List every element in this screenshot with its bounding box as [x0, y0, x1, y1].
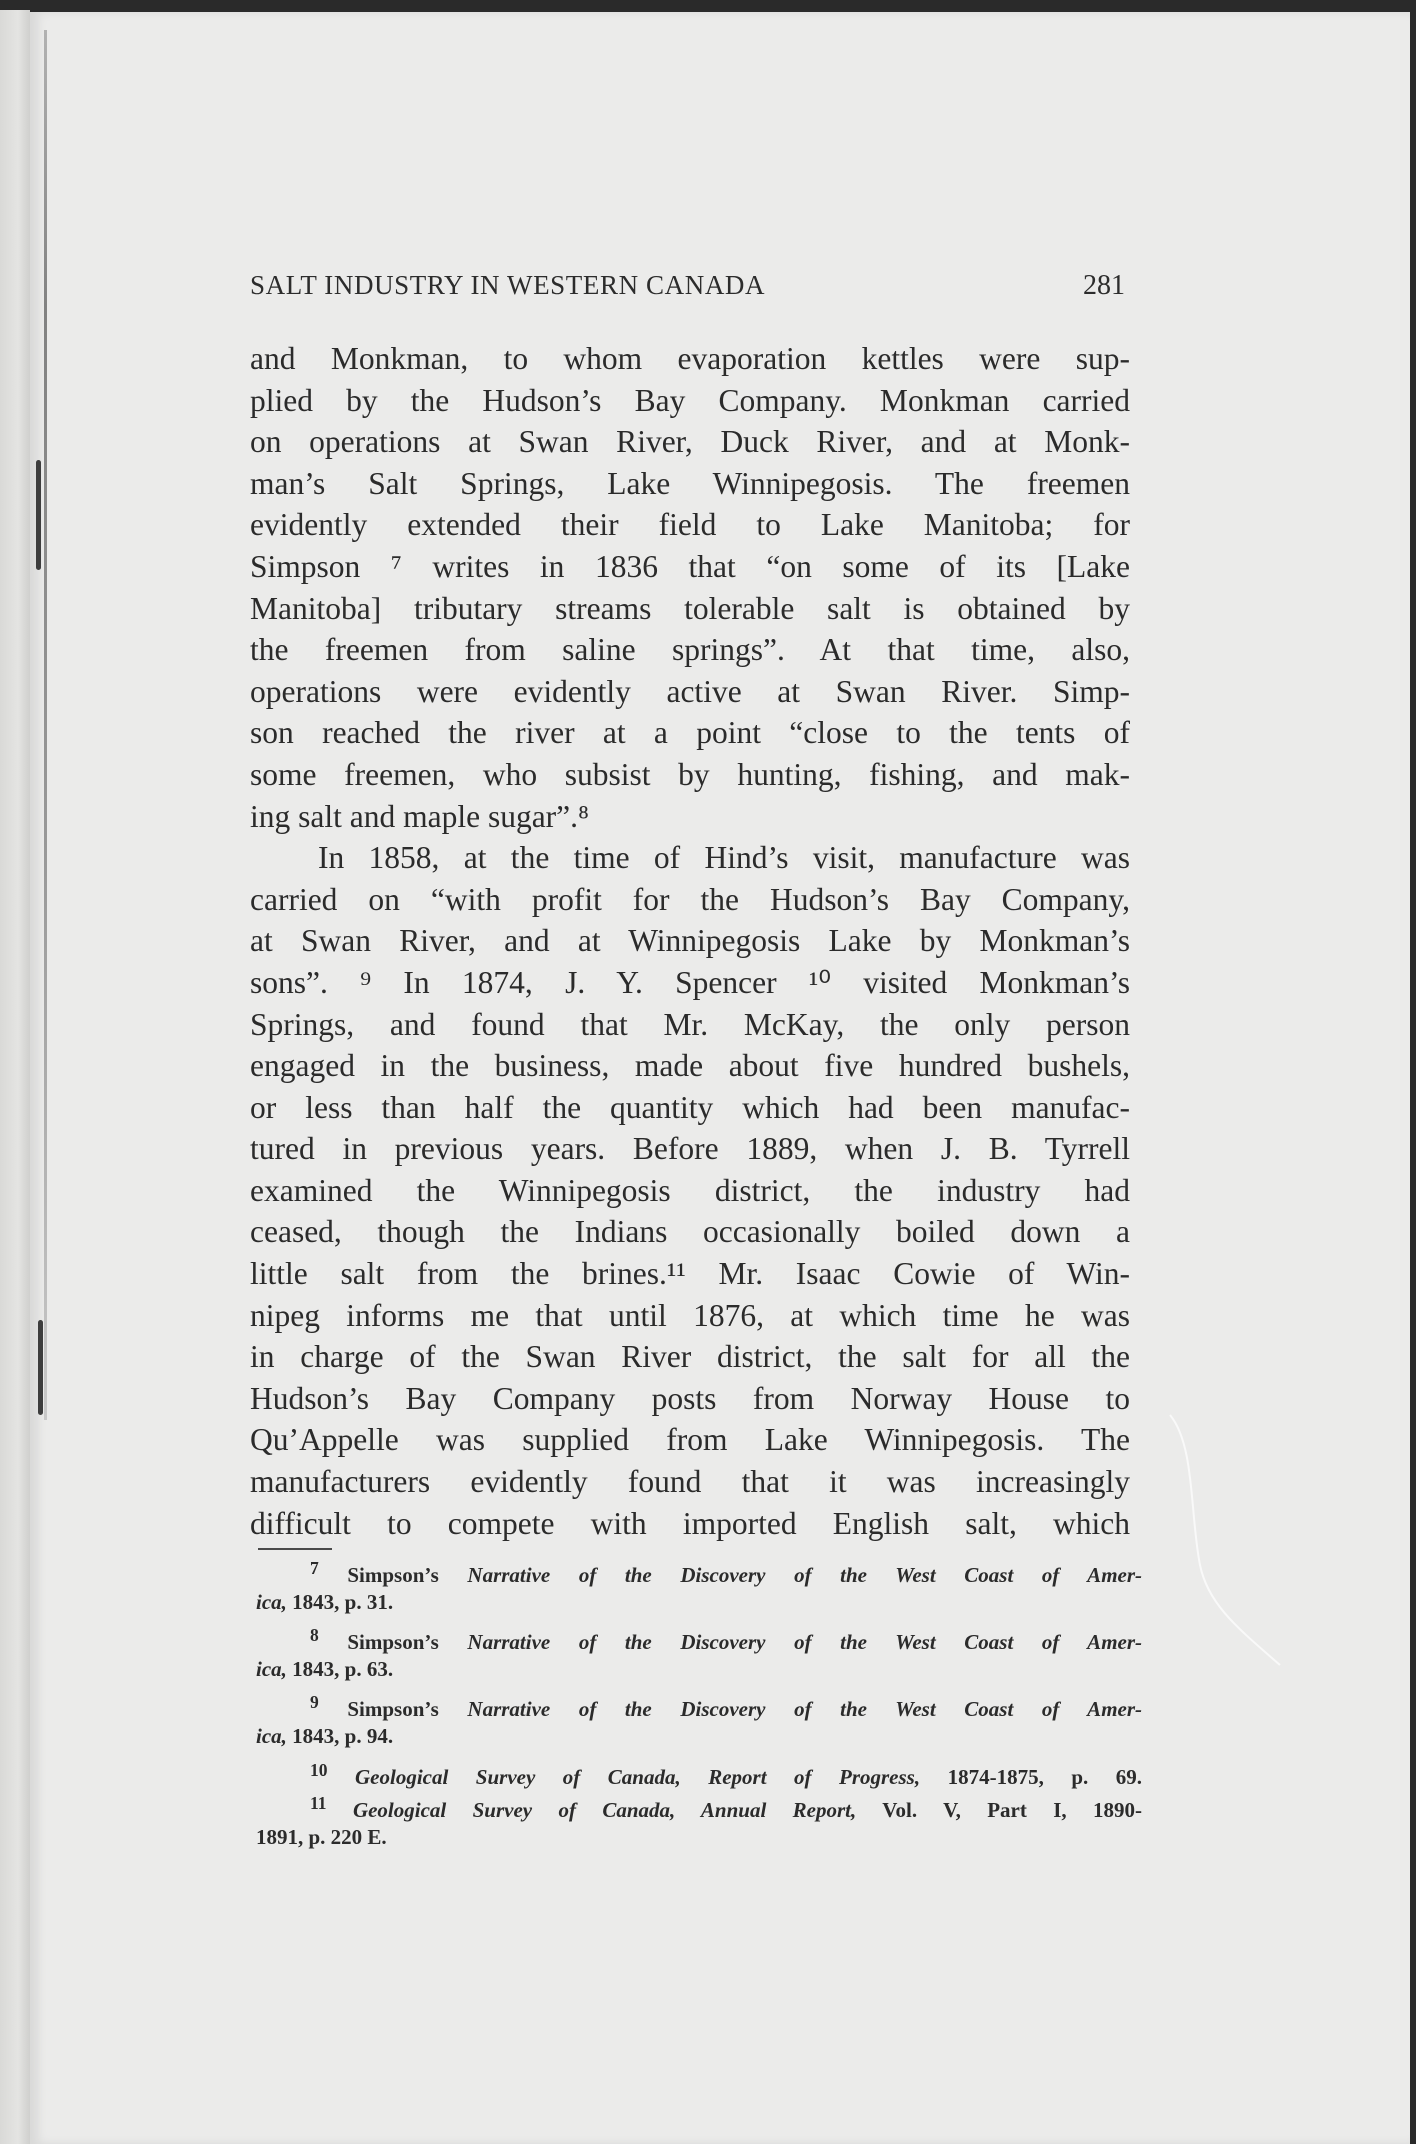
footnote-details: 1874-1875, p. 69. — [947, 1764, 1142, 1789]
footnote-rule — [258, 1548, 332, 1550]
text-line: or less than half the quantity which had been manufac- — [250, 1089, 1130, 1125]
body-text — [250, 338, 1130, 1544]
text-line: Hudson’s Bay Company posts from Norway House to — [250, 1380, 1130, 1416]
text-line: son reached the river at a point “close to the tents of — [250, 715, 1130, 751]
footnote-8 — [256, 1619, 1142, 1653]
footnote-title: Geological Survey of Canada, Report of Progress, — [355, 1764, 921, 1789]
running-head: SALT INDUSTRY IN WESTERN CANADA — [250, 270, 766, 300]
text-line: engaged in the business, made about five hundred bushels, — [250, 1048, 1130, 1084]
text-line: some freemen, who subsist by hunting, fishing, and mak- — [250, 756, 1130, 792]
footnotes — [256, 1552, 1142, 1854]
text-line: manufacturers evidently found that it was increasingly — [250, 1464, 1130, 1500]
text-line: on operations at Swan River, Duck River, and at Monk- — [250, 424, 1130, 460]
footnote-details: 1843, p. 63. — [292, 1656, 394, 1681]
page-number: 281 — [1083, 270, 1125, 301]
footnote-marker: 10 — [310, 1759, 328, 1780]
footnote-author: Simpson’s — [347, 1630, 439, 1655]
footnote-7 — [256, 1552, 1142, 1586]
footnote-details: 1843, p. 31. — [292, 1589, 394, 1614]
text-line: man’s Salt Springs, Lake Winnipegosis. The freemen — [250, 465, 1130, 501]
text-line: Springs, and found that Mr. McKay, the only person — [250, 1006, 1130, 1042]
footnote-title: Geological Survey of Canada, Annual Report, — [352, 1798, 857, 1823]
footnote-11 — [256, 1787, 1142, 1821]
text-line: ing salt and maple sugar”.⁸ — [250, 798, 590, 834]
footnote-10 — [256, 1754, 1142, 1788]
footnote-marker: 11 — [310, 1793, 327, 1814]
footnote-details: 1843, p. 94. — [292, 1723, 394, 1748]
binding-thread-mark — [36, 460, 41, 570]
text-line: in charge of the Swan River district, the salt for all the — [250, 1339, 1130, 1375]
footnote-title: Narrative of the Discovery of the West Coast of Amer- — [467, 1563, 1143, 1587]
footnote-details-continuation: 1891, p. 220 E. — [256, 1824, 387, 1849]
footnote-title: Narrative of the Discovery of the West Coast of Amer- — [467, 1697, 1143, 1722]
text-line: In 1858, at the time of Hind’s visit, manufacture was — [318, 840, 1130, 876]
text-line: ceased, though the Indians occasionally boiled down a — [250, 1214, 1130, 1250]
footnote-title-continuation: ica, — [256, 1656, 287, 1681]
text-line: difficult to compete with imported English salt, which — [250, 1505, 1130, 1541]
text-line: nipeg informs me that until 1876, at which time he was — [250, 1297, 1130, 1333]
footnote-7-continuation — [256, 1586, 1142, 1620]
text-line: the freemen from saline springs”. At that time, also, — [250, 632, 1130, 668]
text-line: operations were evidently active at Swan River. Simp- — [250, 673, 1130, 709]
footnote-11-continuation — [256, 1821, 1142, 1855]
text-line: carried on “with profit for the Hudson’s Bay Company, — [250, 881, 1130, 917]
text-line: at Swan River, and at Winnipegosis Lake by Monkman’s — [250, 923, 1130, 959]
text-line: plied by the Hudson’s Bay Company. Monkman carried — [250, 382, 1130, 418]
footnote-9 — [256, 1686, 1142, 1720]
text-line: and Monkman, to whom evaporation kettles were sup- — [250, 341, 1130, 376]
facing-page-edge — [0, 10, 30, 2144]
footnote-marker: 9 — [310, 1692, 319, 1713]
footnote-8-continuation — [256, 1653, 1142, 1687]
footnote-title-continuation: ica, — [256, 1723, 287, 1748]
page-scratch-mark — [1150, 1405, 1300, 1675]
binding-gutter — [44, 30, 47, 1420]
footnote-author: Simpson’s — [347, 1697, 439, 1722]
text-line: Manitoba] tributary streams tolerable salt is obtained by — [250, 590, 1130, 626]
text-line: evidently extended their field to Lake Manitoba; for — [250, 507, 1130, 543]
text-line: Qu’Appelle was supplied from Lake Winnipegosis. The — [250, 1422, 1130, 1458]
text-line: Simpson ⁷ writes in 1836 that “on some of its [Lake — [250, 548, 1130, 584]
text-line: sons”. ⁹ In 1874, J. Y. Spencer ¹⁰ visited Monkman’s — [250, 964, 1130, 1000]
text-line: tured in previous years. Before 1889, when J. B. Tyrrell — [250, 1131, 1130, 1167]
footnote-title-continuation: ica, — [256, 1589, 287, 1614]
footnote-marker: 8 — [310, 1625, 319, 1646]
binding-thread-mark — [38, 1320, 43, 1415]
page-header — [250, 270, 1125, 302]
footnote-9-continuation — [256, 1720, 1142, 1754]
footnote-marker: 7 — [310, 1558, 319, 1578]
footnote-title: Narrative of the Discovery of the West Coast of Amer- — [467, 1630, 1143, 1655]
text-line: little salt from the brines.¹¹ Mr. Isaac Cowie of Win- — [250, 1256, 1130, 1292]
text-line: examined the Winnipegosis district, the industry had — [250, 1172, 1130, 1208]
footnote-author: Simpson’s — [347, 1563, 439, 1587]
footnote-details: Vol. V, Part I, 1890- — [882, 1798, 1143, 1823]
